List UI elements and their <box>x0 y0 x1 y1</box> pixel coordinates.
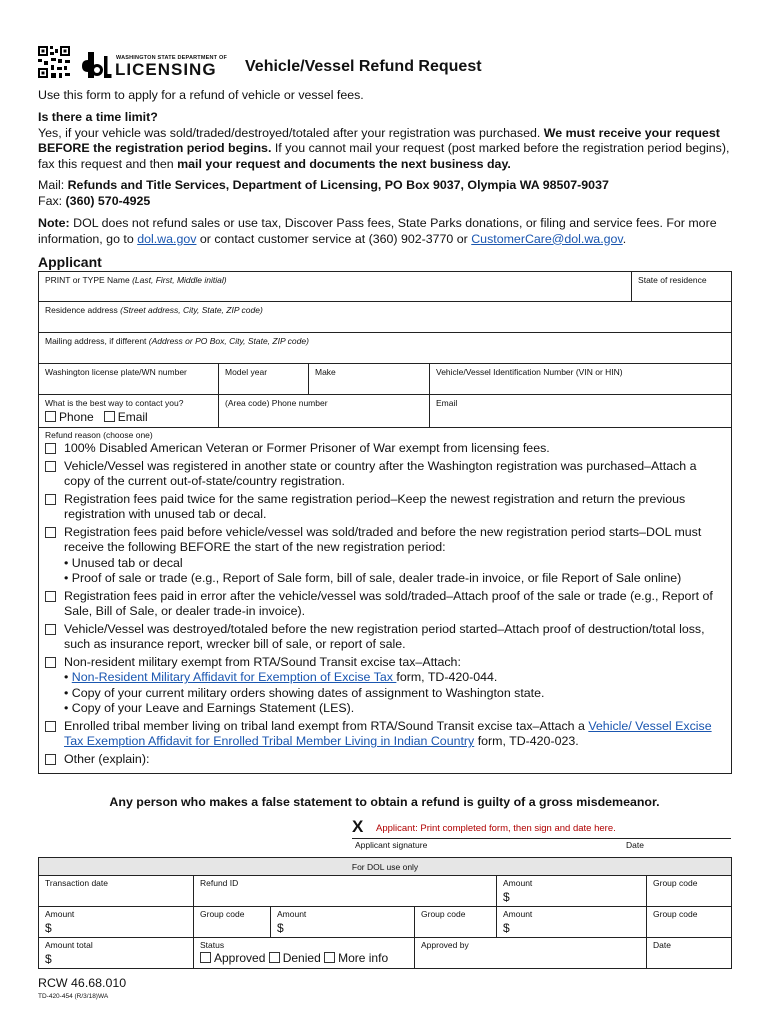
form-number: TD-420-454 (R/3/18)WA <box>38 993 109 1000</box>
vin-label: Vehicle/Vessel Identification Number (VIN or HIN) <box>436 367 623 377</box>
model-year-label: Model year <box>225 367 268 377</box>
group-code-label-3: Group code <box>421 909 466 919</box>
phone-checkbox[interactable] <box>45 411 56 422</box>
amount-cell-1 <box>497 876 647 907</box>
refund-reason-label: Refund reason (choose one) <box>45 430 153 440</box>
signature-instruction: Applicant: Print completed form, then sign and date here. <box>376 823 616 834</box>
contact-method-cell <box>39 395 219 428</box>
group-code-label-4: Group code <box>653 909 698 919</box>
make-field[interactable] <box>309 364 430 395</box>
tribal-affidavit-link[interactable]: Vehicle/ Vessel Excise Tax Exemption Affidavit for Enrolled Tribal Member Living in Indian Country <box>64 718 712 748</box>
form-header <box>38 44 738 84</box>
refund-reason-3 <box>45 492 725 523</box>
refund-reason-other <box>45 752 725 768</box>
approved-label: Approved <box>214 951 266 965</box>
email-checkbox[interactable] <box>104 411 115 422</box>
false-statement-warning: Any person who makes a false statement to obtain a refund is guilty of a gross misdemeanor. <box>109 795 660 809</box>
status-label: Status <box>200 940 225 950</box>
approved-checkbox[interactable] <box>200 952 211 963</box>
refund-reason-8 <box>45 719 725 750</box>
mailing-hint: (Address or PO Box, City, State, ZIP code) <box>148 336 309 346</box>
transaction-date-label: Transaction date <box>45 878 108 888</box>
reason-7-bullet-2: • Copy of your current military orders showing dates of assignment to Washington state. <box>64 685 545 700</box>
reason-7-checkbox[interactable] <box>45 657 56 668</box>
note-text-2: or contact customer service at (360) 902-3770 or <box>196 231 472 246</box>
mailing-label: Mailing address, if different <box>45 336 149 346</box>
reason-3-text: Registration fees paid twice for the same registration period–Keep the newest registration and return the previous registration with unused tab or decal. <box>64 491 686 521</box>
refund-reason-5 <box>45 589 725 620</box>
approved-by-cell <box>415 938 647 969</box>
license-plate-field[interactable] <box>39 364 219 395</box>
intro-text: Use this form to apply for a refund of vehicle or vessel fees. <box>38 88 364 102</box>
amount-total-label: Amount total <box>45 940 93 950</box>
page-title: Vehicle/Vessel Refund Request <box>245 58 482 75</box>
reason-7-bullet-3: • Copy of your Leave and Earnings Statement (LES). <box>64 701 355 715</box>
time-limit-bold-2: mail your request and documents the next business day. <box>177 156 511 171</box>
time-limit-heading: Is there a time limit? <box>38 110 158 124</box>
dol-date-cell <box>647 938 732 969</box>
phone-number-field[interactable] <box>219 395 430 428</box>
reason-other-text: Other (explain): <box>64 751 150 766</box>
reason-3-checkbox[interactable] <box>45 494 56 505</box>
dollar-sign-total: $ <box>45 952 52 966</box>
name-label: PRINT or TYPE Name <box>45 275 133 285</box>
time-limit-text-1: Yes, if your vehicle was sold/traded/destroyed/totaled after your registration was purchased. <box>38 125 544 140</box>
mail-line <box>38 178 732 194</box>
denied-label: Denied <box>282 951 321 965</box>
reason-2-checkbox[interactable] <box>45 461 56 472</box>
refund-id-label: Refund ID <box>200 878 239 888</box>
refund-reason-cell <box>39 428 732 774</box>
reason-5-checkbox[interactable] <box>45 591 56 602</box>
mailing-address-field[interactable] <box>39 333 732 364</box>
name-hint: (Last, First, Middle initial) <box>132 275 227 285</box>
reason-1-text: 100% Disabled American Veteran or Former Prisoner of War exempt from licensing fees. <box>64 441 550 455</box>
note-label: Note: <box>38 216 70 230</box>
signature-date-label: Date <box>626 840 644 850</box>
name-field[interactable] <box>39 272 632 302</box>
more-info-checkbox[interactable] <box>324 952 335 963</box>
residence-label: Residence address <box>45 305 121 315</box>
email-field[interactable] <box>430 395 732 428</box>
transaction-date-cell <box>39 876 194 907</box>
dollar-sign-4: $ <box>503 921 510 935</box>
reason-6-text: Vehicle/Vessel was destroyed/totaled before the new registration period started–Attach proof of destruction/total loss, such as insurance report, wrecker bill of sale, or report of sale. <box>64 621 705 651</box>
signature-x-mark: X <box>352 817 364 836</box>
reason-7-bullet-1-pre: • <box>64 670 72 684</box>
mail-section <box>38 178 732 209</box>
signature-line[interactable] <box>352 838 731 839</box>
group-code-cell-4 <box>647 907 732 938</box>
residence-address-field[interactable] <box>39 302 732 333</box>
reason-4-checkbox[interactable] <box>45 527 56 538</box>
fax-label: Fax: <box>38 193 66 208</box>
group-code-cell-2 <box>194 907 271 938</box>
agency-name: LICENSING <box>115 60 217 79</box>
contact-method-label: What is the best way to contact you? <box>45 398 184 408</box>
refund-reason-1 <box>45 441 725 457</box>
military-affidavit-link[interactable]: Non-Resident Military Affidavit for Exemption of Excise Tax <box>71 670 397 684</box>
amount-label-3: Amount <box>277 909 307 919</box>
refund-id-cell <box>194 876 497 907</box>
reason-other-checkbox[interactable] <box>45 754 56 765</box>
more-info-label: More info <box>338 951 389 965</box>
group-code-label-2: Group code <box>200 909 245 919</box>
reason-6-checkbox[interactable] <box>45 624 56 635</box>
refund-reason-4 <box>45 525 725 556</box>
refund-reason-2 <box>45 459 725 490</box>
reason-7-bullet-1-post: form, TD-420-044. <box>396 670 498 684</box>
reason-4-text: Registration fees paid before vehicle/vessel was sold/traded and before the new registration period starts–DOL must receive the following BEFORE the start of the new registration period: <box>64 524 702 554</box>
note-section <box>38 216 732 247</box>
make-label: Make <box>315 367 336 377</box>
time-limit-section <box>38 110 732 172</box>
amount-label-2: Amount <box>45 909 75 919</box>
customer-care-email-link[interactable]: CustomerCare@dol.wa.gov <box>471 231 623 246</box>
dol-use-header: For DOL use only <box>39 858 732 876</box>
rcw-reference: RCW 46.68.010 <box>38 976 127 990</box>
mail-label: Mail: <box>38 178 68 192</box>
amount-label-1: Amount <box>503 878 533 888</box>
amount-total-cell <box>39 938 194 969</box>
dol-date-label: Date <box>653 940 671 950</box>
refund-reason-7 <box>45 655 725 671</box>
time-limit-text-2: If you cannot mail your request (post marked before the registration period begins), fax this request and then <box>38 141 730 171</box>
reason-4-bullet-1: • Unused tab or decal <box>64 555 183 570</box>
contact-options <box>45 410 212 424</box>
applicant-form-table <box>38 271 732 774</box>
email-option-label: Email <box>117 410 148 424</box>
dollar-sign-3: $ <box>277 921 284 935</box>
reason-8-checkbox[interactable] <box>45 721 56 732</box>
note-text-1: DOL does not refund sales or use tax, Discover Pass fees, State Parks donations, or filing and service fees. For more information, go to <box>38 216 717 246</box>
amount-cell-4 <box>497 907 647 938</box>
reason-8-text-pre: Enrolled tribal member living on tribal land exempt from RTA/Sound Transit excise tax–Attach a <box>64 718 589 733</box>
agency-small-text: WASHINGTON STATE DEPARTMENT OF <box>116 55 228 61</box>
group-code-label-1: Group code <box>653 878 698 888</box>
mail-address: Refunds and Title Services, Department of Licensing, PO Box 9037, Olympia WA 98507-9037 <box>67 178 609 192</box>
model-year-field[interactable] <box>219 364 309 395</box>
denied-checkbox[interactable] <box>269 952 280 963</box>
refund-reason-6 <box>45 622 725 653</box>
status-cell <box>194 938 415 969</box>
email-label: Email <box>436 398 458 408</box>
reason-5-text: Registration fees paid in error after the vehicle/vessel was sold/traded–Attach proof of the sale or trade (e.g., Report of Sale, Bill of Sale, or dealer trade-in invoice). <box>64 588 713 618</box>
time-limit-bold-1: We must receive your request BEFORE the registration period begins. <box>38 125 720 155</box>
applicant-heading: Applicant <box>38 254 102 270</box>
dol-use-table <box>38 857 732 969</box>
reason-2-text: Vehicle/Vessel was registered in another state or country after the Washington registration was purchased–Attach a copy of the current out-of-state/country registration. <box>64 458 697 488</box>
dollar-sign-1: $ <box>503 890 510 904</box>
qr-code-icon <box>38 46 70 78</box>
approved-by-label: Approved by <box>421 940 469 950</box>
note-text-3: . <box>622 231 627 246</box>
fax-number: (360) 570-4925 <box>65 193 151 208</box>
amount-cell-3 <box>271 907 415 938</box>
group-code-cell-1 <box>647 876 732 907</box>
amount-cell-2 <box>39 907 194 938</box>
reason-8-text-post: form, TD-420-023. <box>474 734 579 748</box>
dol-logo-icon <box>80 52 112 78</box>
residence-hint: (Street address, City, State, ZIP code) <box>120 305 263 315</box>
dollar-sign-2: $ <box>45 921 52 935</box>
amount-label-4: Amount <box>503 909 533 919</box>
status-options <box>200 951 408 965</box>
time-limit-body <box>38 126 732 173</box>
reason-4-bullet-2: • Proof of sale or trade (e.g., Report of Sale form, bill of sale, dealer trade-in invoice, or file Report of Sale online) <box>64 571 682 585</box>
reason-7-text: Non-resident military exempt from RTA/Sound Transit excise tax–Attach: <box>64 654 461 669</box>
phone-number-label: (Area code) Phone number <box>225 398 328 408</box>
signature-label: Applicant signature <box>355 840 428 850</box>
reason-7-bullet-1 <box>45 670 725 686</box>
plate-label: Washington license plate/WN number <box>45 367 187 377</box>
fax-line <box>38 194 732 210</box>
group-code-cell-3 <box>415 907 497 938</box>
vin-field[interactable] <box>430 364 732 395</box>
reason-1-checkbox[interactable] <box>45 443 56 454</box>
dol-website-link[interactable]: dol.wa.gov <box>137 231 197 246</box>
state-of-residence-field[interactable] <box>632 272 732 302</box>
phone-option-label: Phone <box>59 410 94 424</box>
state-label: State of residence <box>638 275 707 285</box>
